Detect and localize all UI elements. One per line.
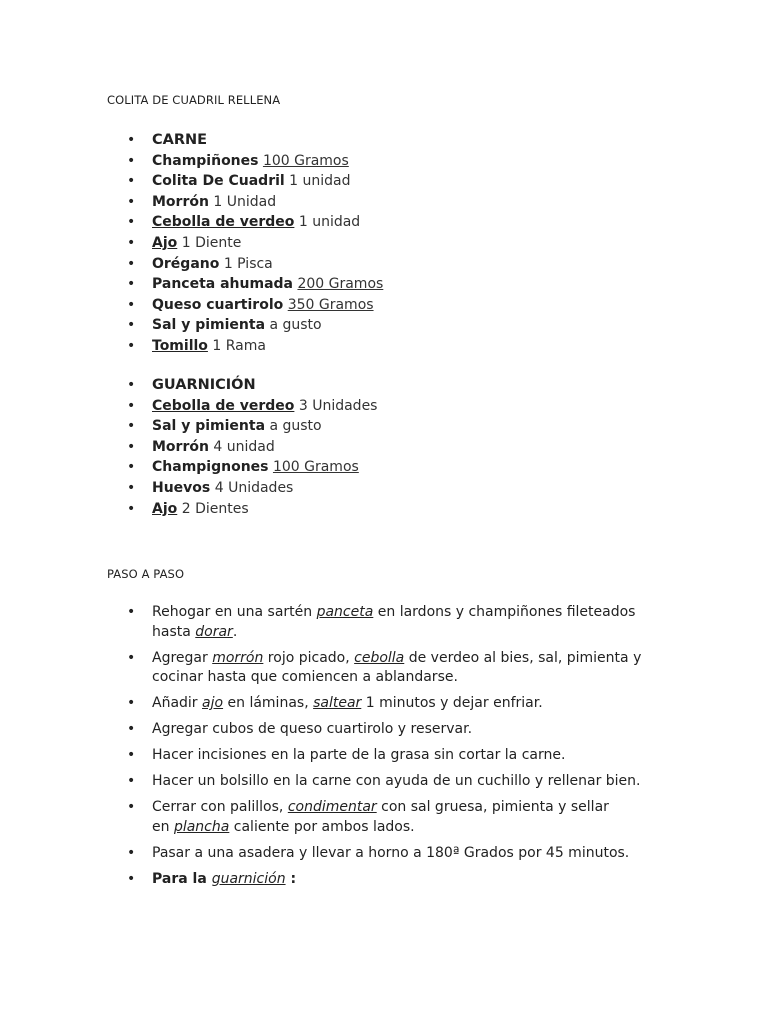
ingredient-item: • Queso cuartirolo 350 Gramos: [0, 295, 383, 316]
carne-section-heading: • CARNE: [0, 130, 383, 151]
ingredient-item: • Champignones 100 Gramos: [0, 457, 377, 478]
step-item: • Para la guarnición :: [0, 870, 640, 890]
step-item: • Hacer un bolsillo en la carne con ayuda de un cuchillo y rellenar bien.: [0, 772, 640, 792]
carne-ingredient-list: [0, 130, 383, 357]
guarnicion-section-heading: • GUARNICIÓN: [0, 375, 377, 396]
guarnicion-ingredient-list: [0, 375, 377, 519]
step-item: • Agregar cubos de queso cuartirolo y reservar.: [0, 720, 640, 740]
ingredient-item: • Colita De Cuadril 1 unidad: [0, 171, 383, 192]
steps-list: [0, 603, 640, 896]
step-item: • Añadir ajo en láminas, saltear 1 minutos y dejar enfriar.: [0, 694, 640, 714]
ingredient-item: • Orégano 1 Pisca: [0, 254, 383, 275]
recipe-title: COLITA DE CUADRIL RELLENA: [107, 93, 281, 107]
step-item: • Cerrar con palillos, condimentar con sal gruesa, pimienta y sellar en plancha caliente por ambos lados.: [0, 798, 640, 837]
step-item: • Rehogar en una sartén panceta en lardons y champiñones fileteados hasta dorar.: [0, 603, 640, 642]
ingredient-item: • Morrón 1 Unidad: [0, 192, 383, 213]
step-item: • Agregar morrón rojo picado, cebolla de verdeo al bies, sal, pimienta y cocinar hasta que comiencen a ablandarse.: [0, 649, 640, 688]
step-item: • Hacer incisiones en la parte de la grasa sin cortar la carne.: [0, 746, 640, 766]
ingredient-item: • Sal y pimienta a gusto: [0, 315, 383, 336]
ingredient-item: • Sal y pimienta a gusto: [0, 416, 377, 437]
ingredient-item: • Cebolla de verdeo 3 Unidades: [0, 396, 377, 417]
ingredient-item: • Panceta ahumada 200 Gramos: [0, 274, 383, 295]
ingredient-item: • Cebolla de verdeo 1 unidad: [0, 212, 383, 233]
ingredient-item: • Ajo 1 Diente: [0, 233, 383, 254]
step-item: • Pasar a una asadera y llevar a horno a 180ª Grados por 45 minutos.: [0, 844, 640, 864]
ingredient-item: • Ajo 2 Dientes: [0, 499, 377, 520]
steps-heading: PASO A PASO: [107, 567, 185, 581]
ingredient-item: • Tomillo 1 Rama: [0, 336, 383, 357]
ingredient-item: • Morrón 4 unidad: [0, 437, 377, 458]
ingredient-item: • Huevos 4 Unidades: [0, 478, 377, 499]
ingredient-item: • Champiñones 100 Gramos: [0, 151, 383, 172]
